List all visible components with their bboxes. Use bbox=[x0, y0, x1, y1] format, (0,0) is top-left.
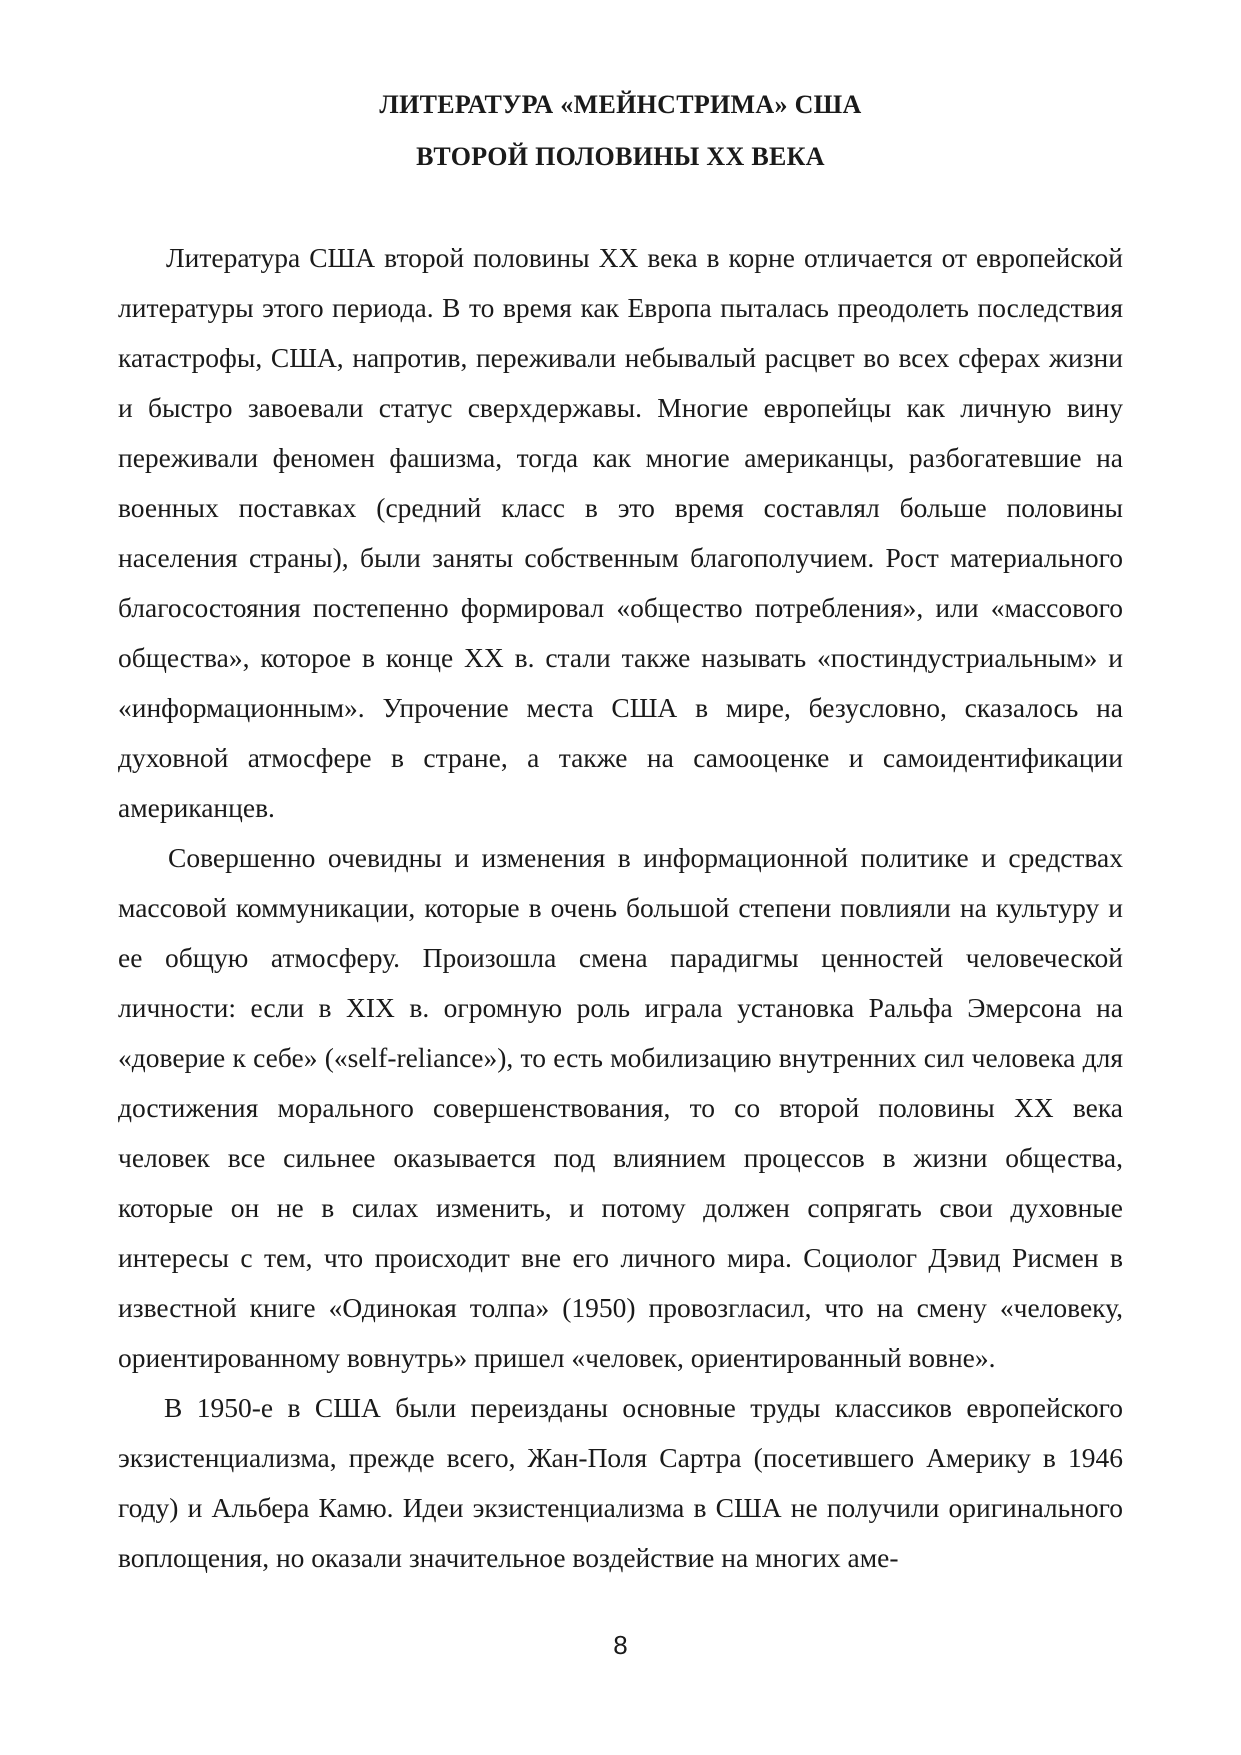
body-text bbox=[118, 233, 1123, 1583]
chapter-title-line-2: ВТОРОЙ ПОЛОВИНЫ XX ВЕКА bbox=[416, 142, 825, 171]
paragraph-3: В 1950-е в США были переизданы основные труды классиков европейского экзистенциализма, прежде всего, Жан-Поля Сартра (посетившего Америку в 1946 году) и Альбера Камю. Идеи экзистенциализма в США не получили оригинального воплощения, но оказали значительное воздействие на многих аме- bbox=[118, 1392, 1123, 1573]
page-number: 8 bbox=[613, 1630, 628, 1660]
paragraph-2: Совершенно очевидны и изменения в информационной политике и средствах массовой коммуникации, которые в очень большой степени повлияли на культуру и ее общую атмосферу. Произошла смена парадигмы ценностей человеческой личности: если в XIX в. огромную роль играла установка Ральфа Эмерсона на «доверие к себе» («self-reliance»), то есть мобилизацию внутренних сил человека для достижения морального совершенствования, то со второй половины XX века человек все сильнее оказывается под влиянием процессов в жизни общества, которые он не в силах изменить, и потому должен сопрягать свои духовные интересы с тем, что происходит вне его личного мира. Социолог Дэвид Рисмен в известной книге «Одинокая толпа» (1950) провозгласил, что на смену «человеку, ориентированному вовнутрь» пришел «человек, ориентированный вовне». bbox=[118, 842, 1123, 1373]
chapter-title-line-1: ЛИТЕРАТУРА «МЕЙНСТРИМА» США bbox=[379, 90, 862, 119]
paragraph-1: Литература США второй половины XX века в корне отличается от европейской литературы этого периода. В то время как Европа пыталась преодолеть последствия катастрофы, США, напротив, переживали небывалый расцвет во всех сферах жизни и быстро завоевали статус сверхдержавы. Многие европейцы как личную вину переживали феномен фашизма, тогда как многие американцы, разбогатевшие на военных поставках (средний класс в это время составлял больше половины населения страны), были заняты собственным благополучием. Рост материального благосостояния постепенно формировал «общество потребления», или «массового общества», которое в конце XX в. стали также называть «постиндустриальным» и «информационным». Упрочение места США в мире, безусловно, сказалось на духовной атмосфере в стране, а также на самооценке и самоидентификации американцев. bbox=[118, 242, 1123, 823]
